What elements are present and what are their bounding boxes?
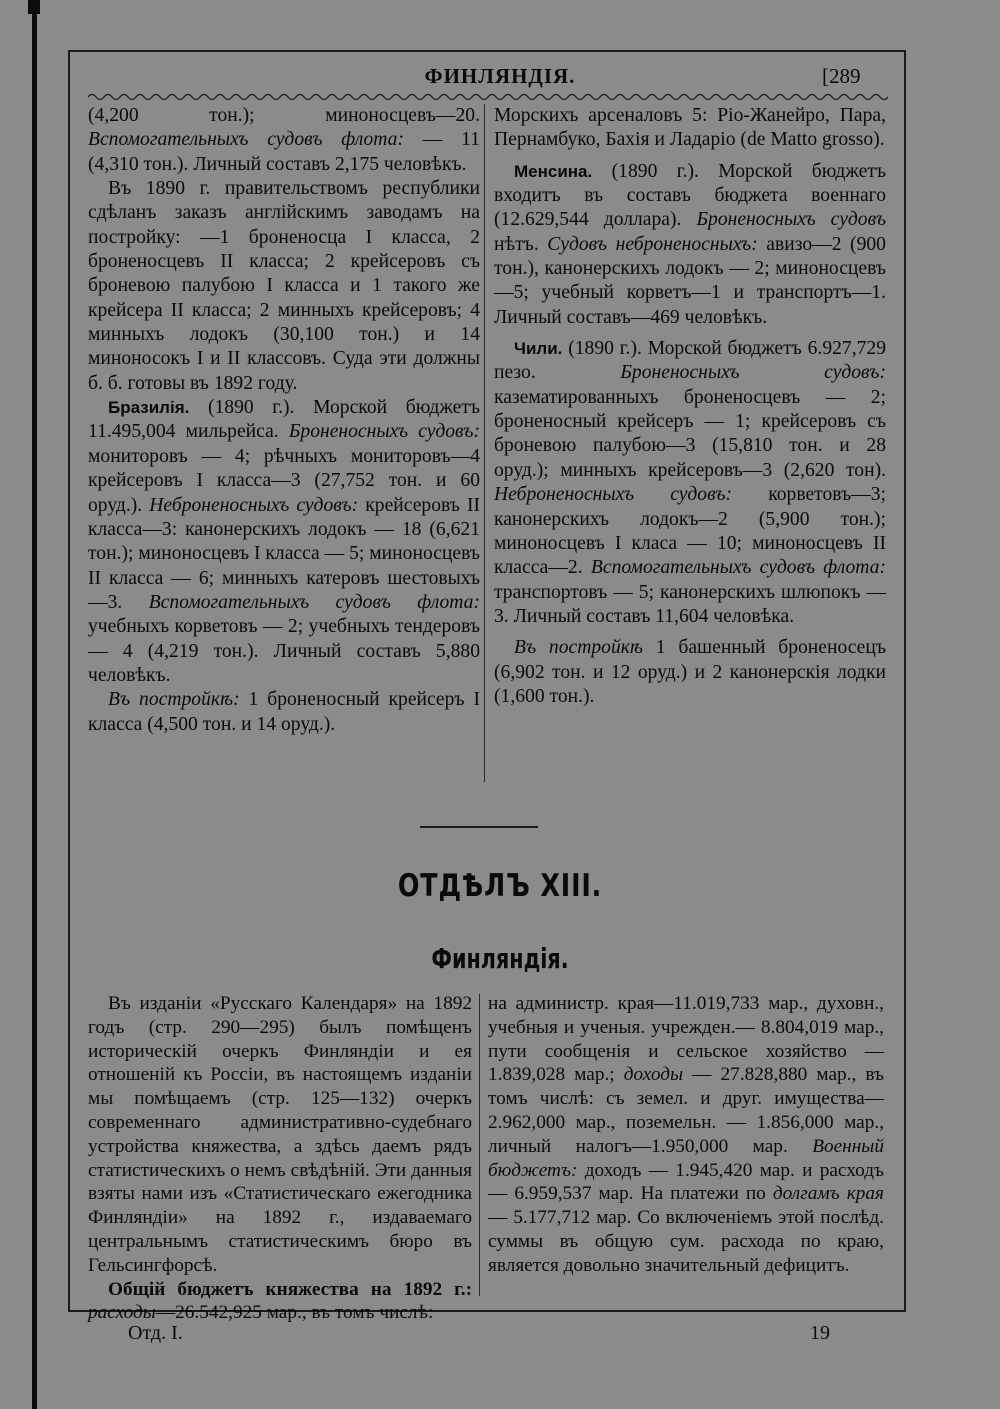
paragraph: на администр. края—11.019,733 мар., духовн., учебныя и ученыя. учрежден.— 8.804,019 мар., пути сообщенія и сельское хозяйство — 1.839,028 мар.; доходы — 27.828,880 мар., въ томъ числѣ: съ земел. и друг. имущества—2.962,000 мар., поземельн. — 1.856,000 мар., личный налогъ—1.950,000 мар. Военный бюджетъ: доходъ — 1.945,420 мар. и расходъ— 6.959,537 мар. На платежи по долгамъ края — 5.177,712 мар. Со включеніемъ этой послѣд. суммы въ общую сум. расхода по краю, является довольно значительный дефицитъ. [488,993,884,1276]
binding-tab [28,0,40,14]
bottom-right-column [488,992,884,1278]
running-header-page-number: [289 [822,64,861,88]
footer-sheet-number: 19 [810,1322,830,1344]
paragraph: Общій бюджетъ княжества на 1892 г.: расходы—26.542,925 мар., въ томъ числѣ: [88,1278,472,1324]
country-title: Финляндія. [431,942,569,975]
paragraph: Морскихъ арсеналовъ 5: Ріо-Жанейро, Пара, Пернамбуко, Бахія и Ладаріо (de Matto grosso). [494,105,886,151]
paragraph: Въ изданіи «Русскаго Календаря» на 1892 годъ (стр. 290—295) былъ помѣщенъ историческій очеркъ Финляндіи и ея отношеній къ Россіи, въ настоящемъ изданіи мы помѣщаемъ (стр. 125—132) очеркъ современнаго административно-судебнаго устройства княжества, а здѣсь даемъ рядъ статистическихъ о немъ свѣдѣній. Эти данныя взяты нами изъ «Статистическаго ежегодника Финляндіи» на 1892 г., издаваемаго центральнымъ статистическимъ бюро въ Гельсингфорсѣ. [88,993,472,1276]
paragraph: Бразилія. (1890 г.). Морской бюджетъ 11.495,004 мильрейса. Броненосныхъ судовъ: мониторовъ — 4; рѣчныхъ мониторовъ—4 крейсеровъ I класса—3 (27,752 тон. и 60 оруд.). Неброненосныхъ судовъ: крейсеровъ II класса—3: канонерскихъ лодокъ — 18 (6,621 тон.); миноносцевъ I класса — 5; миноносцевъ II класса — 6; минныхъ катеровъ шестовыхъ—3. Вспомогательныхъ судовъ флота: учебныхъ корветовъ — 2; учебныхъ тендеровъ — 4 (4,219 тон.). Личный составъ 5,880 человѣкъ. [88,397,481,686]
column-divider [479,994,480,1296]
paragraph: Въ постройкѣ 1 башенный броненосецъ (6,902 тон. и 12 оруд.) и 2 канонерскія лодки (1,600 тон.). [494,637,886,707]
top-left-column [88,104,480,737]
paragraph: (4,200 тон.); миноносцевъ—20. Вспомогательныхъ судовъ флота: — 11 (4,310 тон.). Личный составъ 2,175 человѣкъ. [88,105,480,175]
section-separator [420,826,538,828]
wavy-header-rule [88,90,888,104]
column-divider [484,104,485,782]
paragraph: Чили. (1890 г.). Морской бюджетъ 6.927,729 пезо. Броненосныхъ судовъ: казематированныхъ броненосцевъ — 2; броненосный крейсеръ — 1; крейсеровъ съ броневою палубою—3 (15,810 тон. и 28 оруд.); минныхъ крейсеровъ—3 (2,620 тон). Неброненосныхъ судовъ: корветовъ—3; канонерскихъ лодокъ—2 (5,900 тон.); миноносцевъ I класа — 10; миноносцевъ II класса—2. Вспомогательныхъ судовъ флота: транспортовъ — 5; канонерскихъ шлюпокъ — 3. Личный составъ 11,604 человѣка. [494,338,887,627]
paragraph: Въ постройкѣ: 1 броненосный крейсеръ I класса (4,500 тон. и 14 оруд.). [88,689,480,735]
paragraph: Въ 1890 г. правительствомъ республики сдѣланъ заказъ англійскимъ заводамъ на постройку: —1 броненосца I класса, 2 броненосцевъ II класса; 2 крейсеровъ съ броневою палубою I класса и 1 такого же крейсера II класса; 2 минныхъ крейсеровъ; 4 минныхъ лодокъ (30,100 тон.) и 14 миноносокъ I и II классовъ. Суда эти должны б. б. готовы въ 1892 году. [88,178,480,394]
section-title: ОТДѢЛЪ XIII. [397,868,603,904]
bottom-left-column [88,992,472,1325]
binding-edge [32,0,37,1409]
running-header-title: ФИНЛЯНДІЯ. [424,64,576,88]
top-right-column [494,104,886,709]
paragraph: Менсина. (1890 г.). Морской бюджетъ входитъ въ составъ бюджета военнаго (12.629,544 доллара). Броненосныхъ судовъ нѣтъ. Судовъ неброненосныхъ: авизо—2 (900 тон.), канонерскихъ лодокъ — 2; миноносцевъ—5; учебный корветъ—1 и транспортъ—1. Личный составъ—469 человѣкъ. [494,160,886,328]
footer-signature-mark: Отд. I. [128,1322,183,1344]
